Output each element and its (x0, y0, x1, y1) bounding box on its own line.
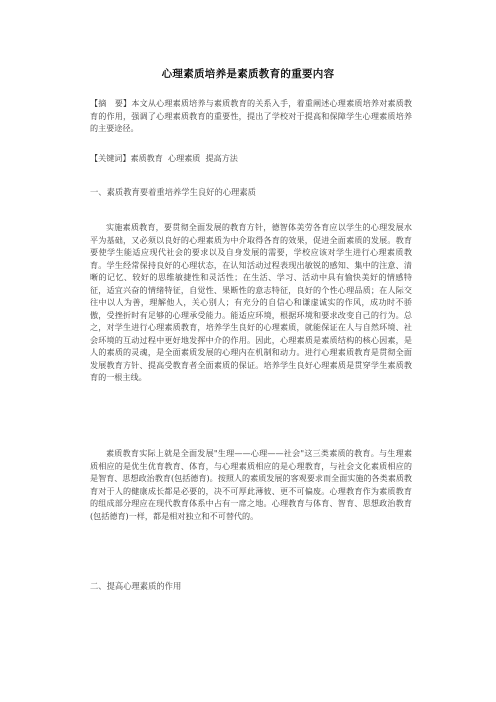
abstract-label: 【摘 要】 (90, 98, 132, 108)
keywords-label: 【关键词】 (90, 153, 131, 163)
keywords-text: 素质教育 心理素质 提高方法 (130, 153, 238, 163)
abstract (90, 97, 412, 135)
page-title: 心理素质培养是素质教育的重要内容 (161, 68, 335, 80)
abstract-text: 本文从心理素质培养与素质教育的关系入手，着重阐述心理素质培养对素质教育的作用，强调了心理素质教育的重要性，提出了学校对于提高和保障学生心理素质培养的主要途径。 (90, 98, 412, 133)
section1-paragraph-2: 素质教育实际上就是全面发展"生理——心理——社会"这三类素质的教育。与生理素质相应的是优生优育教育、体育，与心理素质相应的是心理教育，与社会文化素质相应的是智育、思想政治教育(包括德育)。按照人的素质发展的客观要求而全面实施的各类素质教育对于人的健康成长都是必要的，决不可厚此薄彼、更不可偏废。心理教育作为素质教育的组成部分理应在现代教育体系中占有一席之地。心理教育与体育、智育、思想政治教育(包括德育)一样，都是相对独立和不可替代的。 (90, 448, 412, 521)
keywords (90, 152, 412, 165)
section-heading-2: 二、提高心理素质的作用 (90, 581, 182, 591)
section-heading-1: 一、素质教育要着重培养学生良好的心理素质 (90, 187, 256, 197)
section1-paragraph-1: 实施素质教育，要贯彻全面发展的教育方针，德智体美劳各育应以学生的心理发展水平为基础，又必须以良好的心理素质为中介取得各育的效果，促进全面素质的发展。教育要使学生能适应现代社会的要求以及自身发展的需要，学校应该对学生进行心理素质教育。学生经常保持良好的心理状态，在认知活动过程表现出敏锐的感知、集中的注意、清晰的记忆、较好的思维敏捷性和灵活性；在生活、学习、活动中具有愉快美好的情感特征，适宜兴奋的情绪特征，自觉性、果断性的意志特征，良好的个性心理品质；在人际交往中以人为善，理解他人，关心别人；有充分的自信心和谦虚诚实的作风，成功时不骄傲，受挫折时有足够的心理承受能力。能适应环境，根据环境和要求改变自己的行为。总之，对学生进行心理素质教育，培养学生良好的心理素质，就能保证在人与自然环境、社会环境的互动过程中更好地发挥中介的作用。因此，心理素质是素质结构的核心因素，是人的素质的灵魂，是全面素质发展的心理内在机制和动力。进行心理素质教育是贯彻全面发展教育方针、提高受教育者全面素质的保证。培养学生良好心理素质是贯穿学生素质教育的一根主线。 (90, 222, 412, 382)
